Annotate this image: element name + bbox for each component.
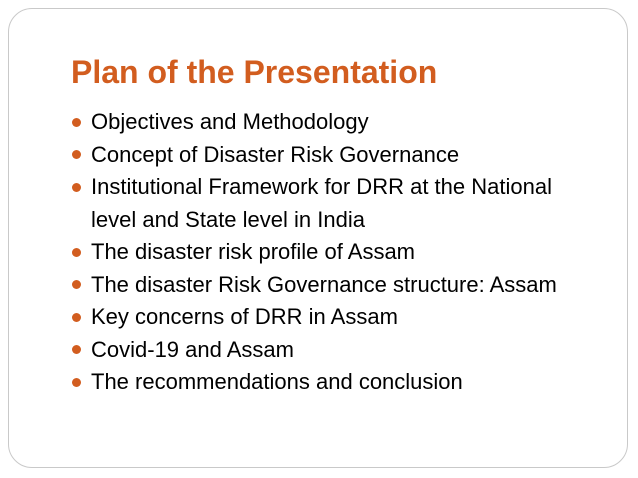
bullet-text: Institutional Framework for DRR at the National level and State level in India <box>91 174 552 232</box>
bullet-item <box>72 171 562 236</box>
bullet-text: Covid-19 and Assam <box>91 336 294 362</box>
bullet-icon <box>72 313 81 322</box>
bullet-item <box>72 139 562 172</box>
bullet-item <box>72 269 562 302</box>
bullet-item <box>72 236 562 269</box>
bullet-text: The disaster risk profile of Assam <box>91 239 416 264</box>
bullet-icon <box>72 248 81 257</box>
bullet-text: Objectives and Methodology <box>91 109 369 134</box>
bullet-item <box>72 334 562 367</box>
bullet-list <box>72 106 562 399</box>
bullet-item <box>72 366 562 399</box>
bullet-icon <box>72 150 81 159</box>
bullet-icon <box>72 118 81 127</box>
bullet-text: The disaster Risk Governance structure: Assam <box>91 271 557 297</box>
bullet-text: Key concerns of DRR in Assam <box>91 304 398 329</box>
bullet-icon <box>72 183 81 192</box>
bullet-icon <box>72 345 81 354</box>
bullet-text: Concept of Disaster Risk Governance <box>91 141 460 167</box>
bullet-icon <box>72 280 81 289</box>
bullet-text: The recommendations and conclusion <box>91 369 463 394</box>
bullet-item <box>72 106 562 139</box>
bullet-icon <box>72 378 81 387</box>
slide-title: Plan of the Presentation <box>71 54 438 90</box>
bullet-item <box>72 301 562 334</box>
